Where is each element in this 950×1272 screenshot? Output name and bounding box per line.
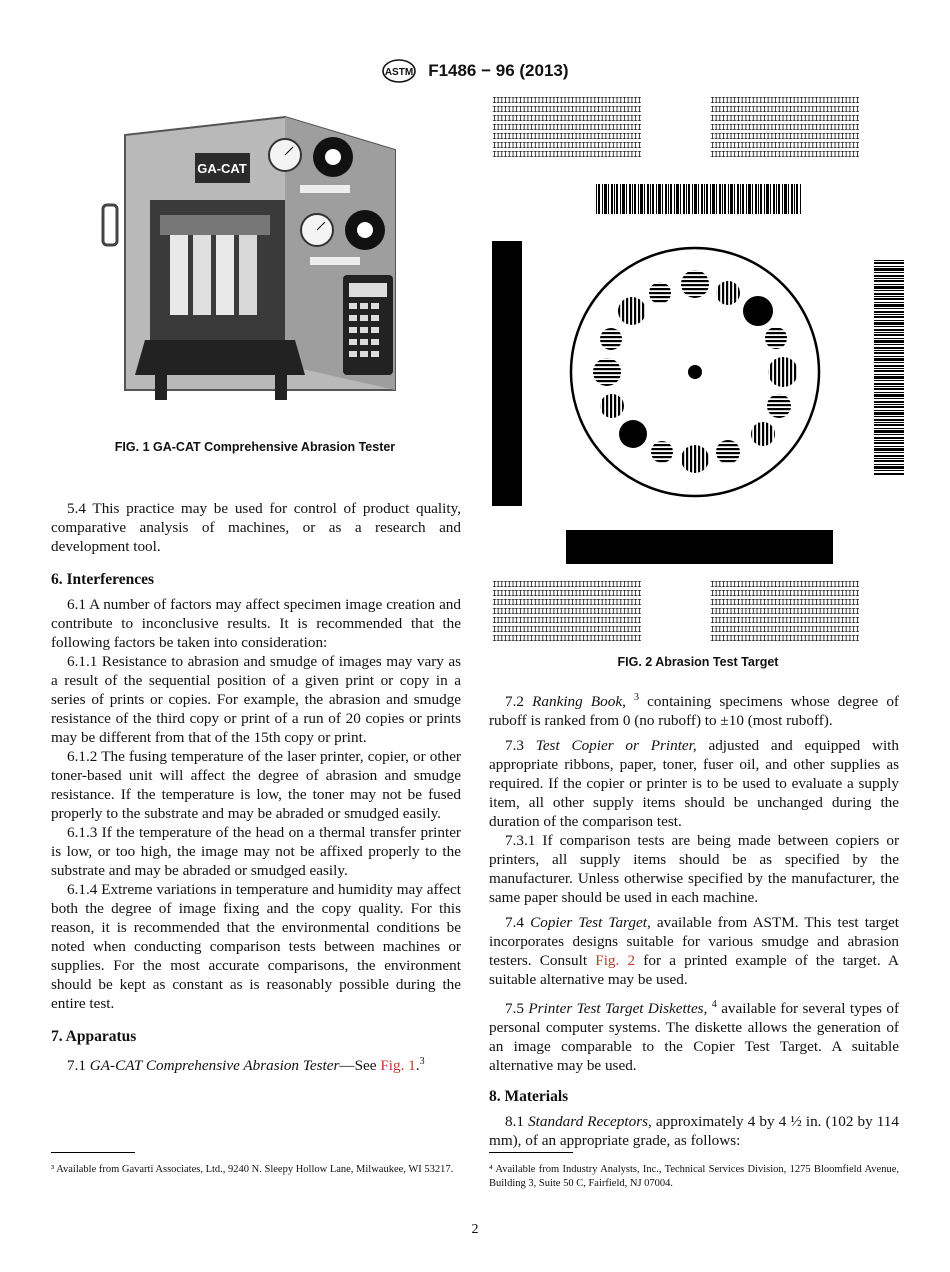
barcode-bar — [874, 430, 904, 433]
fig2-repeat-line: IIIIIIIIIIIIIIIIIIIIIIIIIIIIIIIIIIIIIIII — [492, 114, 641, 123]
para-7-2: 7.2 Ranking Book, $^3$ containing specimens whose degree of ruboff is ranked from 0 (no ruboff) to ±10 (most ruboff). — [489, 692, 899, 730]
barcode-bar — [874, 304, 904, 307]
fig2-center-dot — [688, 365, 702, 379]
fig2-repeat-line: IIIIIIIIIIIIIIIIIIIIIIIIIIIIIIIIIIIIIIII — [710, 616, 859, 625]
barcode-bar — [782, 184, 783, 214]
para-7-3: 7.3 Test Copier or Printer, adjusted and equipped with appropriate ribbons, paper, toner, fuser oil, and other supplies as required. If the copier or printer is to be used to evaluate a supply item, all other supply items should be unchanged during the duration of the comparison test. — [489, 737, 899, 831]
barcode-bar — [730, 184, 733, 214]
astm-logo-text: ASTM — [385, 67, 414, 78]
target-pattern-dot — [767, 394, 791, 418]
barcode-bar — [706, 184, 708, 214]
fig2-repeat-line: IIIIIIIIIIIIIIIIIIIIIIIIIIIIIIIIIIIIIIII — [710, 132, 859, 141]
heading-apparatus: 7. Apparatus — [51, 1028, 137, 1045]
barcode-bar — [874, 302, 904, 303]
barcode-bar — [791, 184, 793, 214]
target-pattern-dot — [651, 441, 673, 463]
barcode-bar — [874, 419, 904, 421]
fig2-target-graphic — [490, 176, 906, 571]
footnote-rule-right — [489, 1152, 573, 1153]
footnote-4: ⁴ Available from Industry Analysts, Inc., Technical Services Division, 1275 Bloomfield Avenue, Building 3, Suite 50 C, Fairfield, NJ 07004. — [489, 1164, 899, 1189]
barcode-bar — [770, 184, 771, 214]
barcode-bar — [874, 473, 904, 475]
fig1-caption: FIG. 1 GA-CAT Comprehensive Abrasion Tester — [114, 440, 396, 454]
barcode-bar — [874, 272, 904, 273]
fig2-repeat-line: IIIIIIIIIIIIIIIIIIIIIIIIIIIIIIIIIIIIIIII — [492, 616, 641, 625]
barcode-bar — [622, 184, 625, 214]
fig2-text-block-top-left — [492, 96, 687, 159]
barcode-bar — [874, 344, 904, 345]
target-pattern-dot — [765, 327, 787, 349]
fig2-repeat-line: IIIIIIIIIIIIIIIIIIIIIIIIIIIIIIIIIIIIIIII — [710, 607, 859, 616]
para-6-1-4: 6.1.4 Extreme variations in temperature and humidity may affect both the degree of image fixing and the copy quality. For this reason, it is recommended that the environmental conditions be noted when conducting comparison tests between machines or supplies. For the most accurate comparisons, the environment should be kept as constant as is reasonably possible during the entire test. — [51, 881, 461, 1012]
barcode-bar — [683, 184, 685, 214]
barcode-bar — [874, 329, 904, 331]
barcode-bar — [602, 184, 603, 214]
fig1-link[interactable]: Fig. 1 — [380, 1057, 416, 1075]
barcode-bar — [764, 184, 765, 214]
barcode-bar — [874, 286, 904, 289]
barcode-bar — [874, 380, 904, 381]
barcode-bar — [874, 428, 904, 429]
barcode-bar — [874, 338, 904, 339]
barcode-bar — [874, 293, 904, 295]
barcode-bar — [760, 184, 762, 214]
barcode-bar — [874, 278, 904, 279]
fig2-repeat-line: IIIIIIIIIIIIIIIIIIIIIIIIIIIIIIIIIIIIIIII — [710, 634, 859, 643]
fig2-repeat-line: IIIIIIIIIIIIIIIIIIIIIIIIIIIIIIIIIIIIIIII — [710, 580, 859, 589]
barcode-bar — [650, 184, 651, 214]
barcode-bar — [874, 365, 904, 367]
barcode-bar — [676, 184, 679, 214]
barcode-bar — [874, 266, 904, 267]
heading-interferences: 6. Interferences — [51, 571, 155, 588]
barcode-bar — [874, 347, 904, 349]
fig2-repeat-line: IIIIIIIIIIIIIIIIIIIIIIIIIIIIIIIIIIIIIIII — [710, 123, 859, 132]
target-pattern-dot — [618, 297, 646, 325]
para-6-1: 6.1 A number of factors may affect specimen image creation and contribute to inconclusive results. It is recommended that the following factors be taken into consideration: — [51, 596, 461, 651]
fig2-repeat-line: IIIIIIIIIIIIIIIIIIIIIIIIIIIIIIIIIIIIIIII — [492, 123, 641, 132]
barcode-bar — [874, 260, 904, 261]
barcode-bar — [874, 322, 904, 325]
barcode-bar — [616, 184, 618, 214]
barcode-bar — [874, 368, 904, 369]
barcode-bar — [874, 362, 904, 363]
barcode-bar — [704, 184, 705, 214]
barcode-bar — [644, 184, 645, 214]
barcode-bar — [742, 184, 744, 214]
target-pattern-dot — [649, 282, 671, 304]
target-pattern-dot — [681, 270, 709, 298]
barcode-bar — [694, 184, 697, 214]
barcode-bar — [712, 184, 715, 214]
barcode-bar — [701, 184, 703, 214]
barcode-bar — [874, 470, 904, 471]
page-number: 2 — [471, 1222, 479, 1237]
barcode-bar — [874, 446, 904, 447]
barcode-bar — [874, 404, 904, 405]
barcode-bar — [688, 184, 690, 214]
footnote-3: ³ Available from Gavarti Associates, Ltd., 9240 N. Sleepy Hollow Lane, Milwaukee, WI 53217. — [51, 1164, 454, 1175]
barcode-bar — [874, 392, 904, 393]
barcode-bar — [874, 356, 904, 357]
barcode-bar — [874, 358, 904, 361]
barcode-bar — [674, 184, 675, 214]
barcode-bar — [640, 184, 643, 214]
barcode-bar — [748, 184, 751, 214]
barcode-bar — [874, 406, 904, 408]
barcode-bar — [604, 184, 607, 214]
fig2-repeat-line: IIIIIIIIIIIIIIIIIIIIIIIIIIIIIIIIIIIIIIII — [710, 105, 859, 114]
barcode-bar — [740, 184, 741, 214]
fig2-repeat-line: IIIIIIIIIIIIIIIIIIIIIIIIIIIIIIIIIIIIIIII — [492, 607, 641, 616]
barcode-bar — [626, 184, 627, 214]
barcode-bar — [710, 184, 711, 214]
barcode-bar — [874, 412, 904, 415]
barcode-bar — [874, 424, 904, 426]
target-pattern-dot — [600, 328, 622, 350]
barcode-bar — [620, 184, 621, 214]
barcode-bar — [796, 184, 798, 214]
barcode-bar — [598, 184, 600, 214]
barcode-bar — [874, 388, 904, 390]
barcode-bar — [670, 184, 672, 214]
target-pattern-dot — [593, 358, 621, 386]
fig2-left-bar — [492, 241, 522, 506]
barcode-bar — [758, 184, 759, 214]
fig2-repeat-line: IIIIIIIIIIIIIIIIIIIIIIIIIIIIIIIIIIIIIIII — [492, 105, 641, 114]
para-7-5: 7.5 Printer Test Target Diskettes, $^4$ available for several types of personal computer systems. The diskette allows the generation of an image comparable to the Copier Test Target. A suitable alternative may be used. — [489, 999, 900, 1075]
barcode-bar — [874, 350, 904, 351]
barcode-bar — [874, 442, 904, 444]
para-7-3-1: 7.3.1 If comparison tests are being made between copiers or printers, all supply items should be as specified by the manufacturer. Unless otherwise specified by the manufacturer, the same paper should be used in each machine. — [489, 832, 899, 907]
barcode-bar — [874, 290, 904, 291]
fig2-repeat-line: IIIIIIIIIIIIIIIIIIIIIIIIIIIIIIIIIIIIIIII — [492, 150, 641, 159]
fig2-link[interactable]: Fig. 2 — [595, 952, 636, 970]
barcode-bar — [874, 311, 904, 313]
footnote-rule-left — [51, 1152, 135, 1153]
barcode-bar — [874, 466, 904, 469]
barcode-bar — [874, 464, 904, 465]
astm-logo — [381, 58, 417, 84]
fig2-repeat-line: IIIIIIIIIIIIIIIIIIIIIIIIIIIIIIIIIIIIIIII — [710, 141, 859, 150]
barcode-bar — [874, 314, 904, 315]
barcode-bar — [874, 352, 904, 354]
right-column — [489, 688, 899, 1150]
footnote-ref-3[interactable]: 3 — [634, 692, 640, 703]
fig2-caption: FIG. 2 Abrasion Test Target — [617, 655, 779, 669]
barcode-bar — [874, 334, 904, 336]
barcode-bar — [629, 184, 631, 214]
barcode-bar — [719, 184, 721, 214]
barcode-bar — [752, 184, 753, 214]
fig2-repeat-line: IIIIIIIIIIIIIIIIIIIIIIIIIIIIIIIIIIIIIIII — [710, 96, 859, 105]
barcode-bar — [874, 284, 904, 285]
barcode-bar — [874, 383, 904, 385]
barcode-bar — [728, 184, 729, 214]
barcode-bar — [874, 398, 904, 399]
barcode-bar — [874, 394, 904, 397]
fig2-repeat-line: IIIIIIIIIIIIIIIIIIIIIIIIIIIIIIIIIIIIIIII — [710, 114, 859, 123]
target-pattern-dot — [751, 422, 775, 446]
barcode-bar — [784, 184, 787, 214]
target-pattern-dot — [681, 445, 709, 473]
fig2-text-block-top-right — [710, 96, 905, 159]
footnote-ref-4[interactable]: 4 — [711, 999, 717, 1011]
barcode-bar — [776, 184, 777, 214]
page-header — [0, 58, 950, 84]
barcode-bar — [874, 410, 904, 411]
fig2-repeat-line: IIIIIIIIIIIIIIIIIIIIIIIIIIIIIIIIIIIIIIII — [710, 625, 859, 634]
barcode-bar — [596, 184, 597, 214]
barcode-bar — [611, 184, 613, 214]
barcode-bar — [722, 184, 723, 214]
para-8-1: 8.1 Standard Receptors, approximately 4 by 4 ½ in. (102 by 114 mm), of an appropriate grade, as follows: — [489, 1113, 899, 1150]
barcode-bar — [874, 275, 904, 277]
barcode-bar — [874, 422, 904, 423]
para-7-1: 7.1 GA-CAT Comprehensive Abrasion Tester—See Fig. 1.$^3$ — [67, 1056, 425, 1075]
para-7-4: 7.4 Copier Test Target, available from ASTM. This test target incorporates designs suitable for various smudge and abrasion testers. Consult Fig. 2 for a printed example of the target. A suitable alternative may be used. — [489, 914, 900, 989]
barcode-bar — [652, 184, 654, 214]
barcode-bar — [874, 298, 904, 300]
fig2-repeat-line: IIIIIIIIIIIIIIIIIIIIIIIIIIIIIIIIIIIIIIII — [710, 150, 859, 159]
barcode-bar — [766, 184, 769, 214]
barcode-bar — [614, 184, 615, 214]
barcode-bar — [632, 184, 633, 214]
target-pattern-dot — [743, 296, 773, 326]
barcode-bar — [874, 332, 904, 333]
barcode-bar — [724, 184, 726, 214]
barcode-bar — [668, 184, 669, 214]
barcode-bar — [665, 184, 667, 214]
barcode-bar — [874, 376, 904, 379]
barcode-bar — [734, 184, 735, 214]
target-pattern-dot — [716, 281, 740, 305]
fig2-bottom-bar — [566, 530, 833, 564]
barcode-bar — [874, 296, 904, 297]
barcode-bar — [874, 434, 904, 435]
barcode-bar — [746, 184, 747, 214]
fig2-repeat-line: IIIIIIIIIIIIIIIIIIIIIIIIIIIIIIIIIIIIIIII — [710, 598, 859, 607]
barcode-bar — [788, 184, 789, 214]
barcode-bar — [874, 448, 904, 451]
target-pattern-dot — [619, 420, 647, 448]
para-5-4: 5.4 This practice may be used for control of product quality, comparative analysis of machines, or as a research and development tool. — [51, 500, 461, 555]
fig1-brand-label: GA-CAT — [197, 161, 247, 176]
para-6-1-1: 6.1.1 Resistance to abrasion and smudge of images may vary as a result of the sequential position of a given print or copy in a series of prints or copies. For example, the abrasion and smudge resistance of the third copy or print of a run of 20 copies or prints may be different from that of the 15th copy or print. — [51, 653, 461, 746]
barcode-bar — [874, 340, 904, 343]
barcode-bar — [874, 262, 904, 264]
barcode-bar — [874, 458, 904, 459]
barcode-bar — [755, 184, 757, 214]
barcode-bar — [680, 184, 681, 214]
fig2-repeat-line: IIIIIIIIIIIIIIIIIIIIIIIIIIIIIIIIIIIIIIII — [492, 580, 641, 589]
barcode-bar — [874, 374, 904, 375]
barcode-bar — [874, 326, 904, 327]
barcode-bar — [692, 184, 693, 214]
barcode-bar — [698, 184, 699, 214]
standard-designation: F1486 − 96 (2013) — [428, 61, 569, 80]
barcode-bar — [874, 416, 904, 417]
barcode-bar — [686, 184, 687, 214]
barcode-bar — [874, 401, 904, 403]
barcode-bar — [874, 316, 904, 318]
fig2-repeat-line: IIIIIIIIIIIIIIIIIIIIIIIIIIIIIIIIIIIIIIII — [492, 625, 641, 634]
fig2-repeat-line: IIIIIIIIIIIIIIIIIIIIIIIIIIIIIIIIIIIIIIII — [492, 634, 641, 643]
barcode-bar — [874, 452, 904, 453]
barcode-bar — [794, 184, 795, 214]
barcode-bar — [662, 184, 663, 214]
fig2-repeat-line: IIIIIIIIIIIIIIIIIIIIIIIIIIIIIIIIIIIIIIII — [710, 589, 859, 598]
fig2-repeat-line: IIIIIIIIIIIIIIIIIIIIIIIIIIIIIIIIIIIIIIII — [492, 141, 641, 150]
barcode-bar — [874, 437, 904, 439]
barcode-bar — [874, 370, 904, 372]
barcode-bar — [874, 460, 904, 462]
fig2-text-block-bottom-right — [710, 580, 905, 643]
barcode-bar — [800, 184, 801, 214]
para-6-1-2: 6.1.2 The fusing temperature of the laser printer, copier, or other toner-based unit will affect the degree of abrasion and smudge resistance. If the temperature is low, the toner may not be fused properly to the substrate and may be abraded or smudged easily. — [51, 748, 461, 822]
target-pattern-dot — [768, 357, 798, 387]
barcode-bar — [874, 440, 904, 441]
footnote-ref-3[interactable]: 3 — [419, 1056, 425, 1067]
barcode-bar — [647, 184, 649, 214]
fig1-photo — [95, 105, 425, 415]
barcode-bar — [874, 268, 904, 271]
fig2-text-block-bottom-left — [492, 580, 687, 643]
target-pattern-dot — [600, 394, 624, 418]
fig2-repeat-line: IIIIIIIIIIIIIIIIIIIIIIIIIIIIIIIIIIIIIIII — [492, 96, 641, 105]
barcode-bar — [874, 386, 904, 387]
fig2-figure — [490, 96, 906, 656]
barcode-bar — [716, 184, 717, 214]
barcode-bar — [737, 184, 739, 214]
left-column — [51, 499, 461, 1075]
fig2-barcode-vertical — [874, 260, 904, 475]
barcode-bar — [638, 184, 639, 214]
barcode-bar — [634, 184, 636, 214]
barcode-bar — [608, 184, 609, 214]
fig2-repeat-line: IIIIIIIIIIIIIIIIIIIIIIIIIIIIIIIIIIIIIIII — [492, 589, 641, 598]
para-6-1-3: 6.1.3 If the temperature of the head on a thermal transfer printer is low, or too high, the image may not be affixed properly to the substrate and may be abraded or smudged easily. — [51, 824, 461, 879]
barcode-bar — [773, 184, 775, 214]
fig2-barcode-horizontal — [596, 184, 801, 214]
barcode-bar — [874, 320, 904, 321]
fig2-repeat-line: IIIIIIIIIIIIIIIIIIIIIIIIIIIIIIIIIIIIIIII — [492, 598, 641, 607]
barcode-bar — [874, 280, 904, 282]
barcode-bar — [874, 308, 904, 309]
fig2-repeat-line: IIIIIIIIIIIIIIIIIIIIIIIIIIIIIIIIIIIIIIII — [492, 132, 641, 141]
heading-materials: 8. Materials — [489, 1088, 569, 1106]
barcode-bar — [658, 184, 661, 214]
barcode-bar — [874, 455, 904, 457]
target-pattern-dot — [716, 440, 740, 464]
barcode-bar — [656, 184, 657, 214]
barcode-bar — [778, 184, 780, 214]
